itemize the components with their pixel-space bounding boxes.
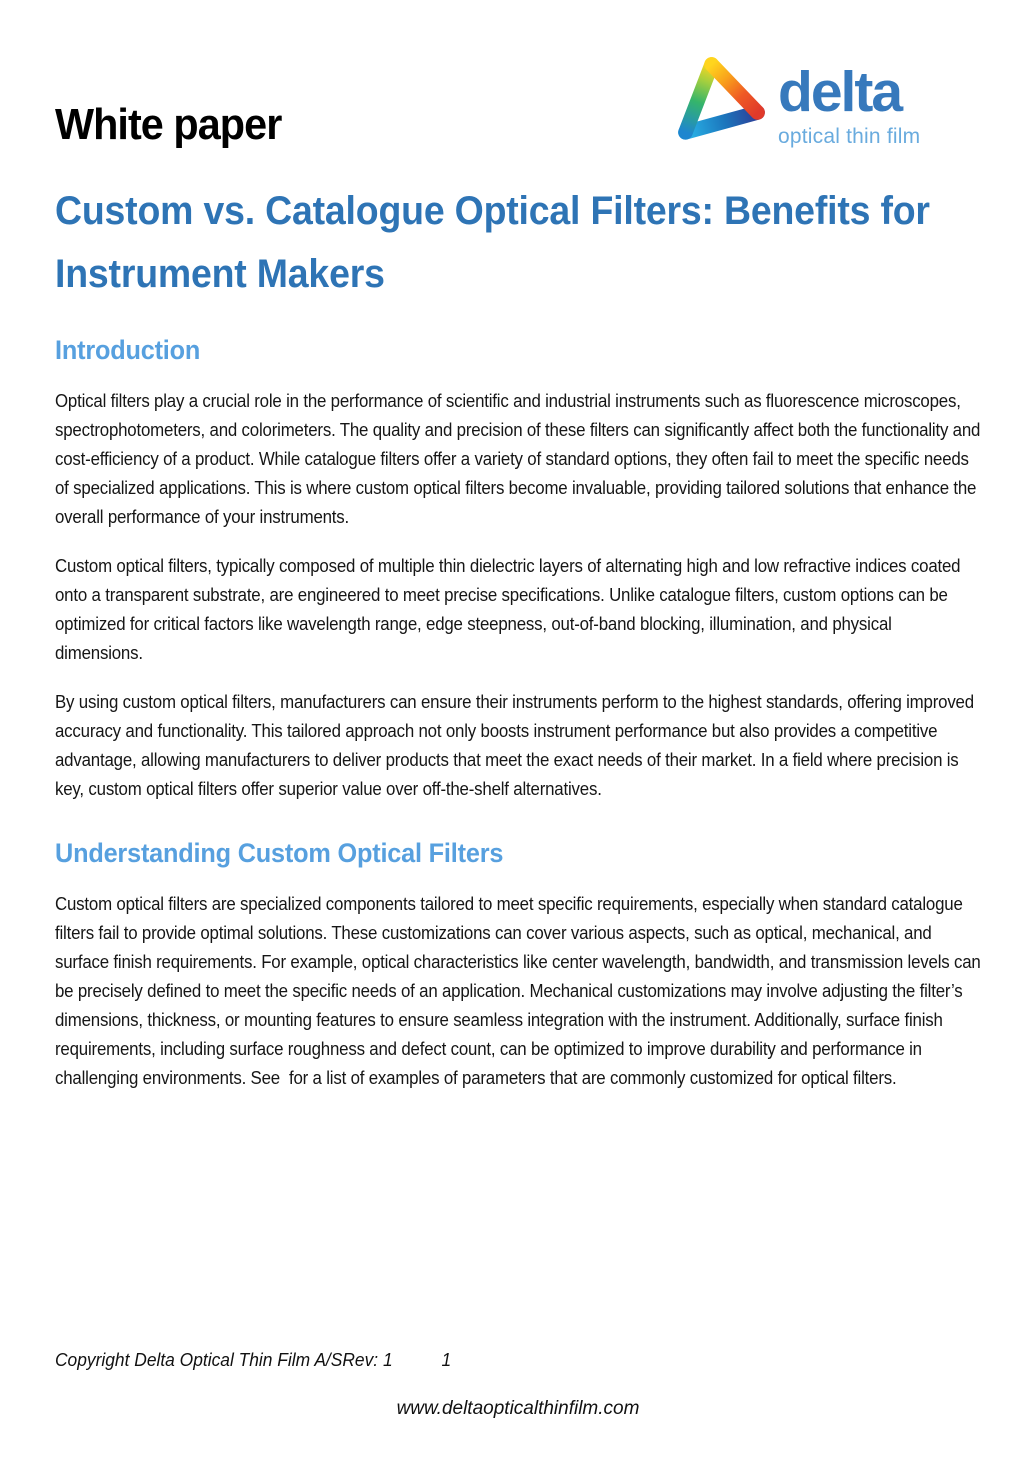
delta-triangle-icon <box>674 52 768 150</box>
section-heading-understanding-custom-optical-filters: Understanding Custom Optical Filters <box>55 838 504 868</box>
page-footer <box>55 1349 451 1371</box>
footer-page-number: 1 <box>441 1349 452 1370</box>
body-paragraph: Custom optical filters are specialized components tailored to meet specific requirements, especially when standard catalogue filters fail to provide optimal solutions. These customizations can cover various aspects, such as optical, mechanical, and surface finish requirements. For example, optical characteristics like center wavelength, bandwidth, and transmission levels can be precisely defined to meet the specific needs of an application. Mechanical customizations may involve adjusting the filter’s dimensions, thickness, or mounting features to ensure seamless integration with the instrument. Additionally, surface finish requirements, including surface roughness and defect count, can be optimized to improve durability and performance in challenging environments. See for a list of examples of parameters that are commonly customized for optical filters. <box>55 894 981 1088</box>
brand-tagline: optical thin film <box>778 125 921 148</box>
delta-logo <box>674 52 920 150</box>
document-body <box>55 333 982 1113</box>
footer-website-row <box>0 1398 1036 1420</box>
body-paragraph: By using custom optical filters, manufacturers can ensure their instruments perform to the highest standards, offering improved accuracy and functionality. This tailored approach not only boosts instrument performance but also provides a competitive advantage, allowing manufacturers to deliver products that meet the exact needs of their market. In a field where precision is key, custom optical filters offer superior value over off-the-shelf alternatives. <box>55 692 974 799</box>
document-title: Custom vs. Catalogue Optical Filters: Benefits for Instrument Makers <box>55 189 930 296</box>
body-paragraph: Optical filters play a crucial role in the performance of scientific and industrial instruments such as fluorescence microscopes, spectrophotometers, and colorimeters. The quality and precision of these filters can significantly affect both the functionality and cost-efficiency of a product. While catalogue filters offer a variety of standard options, they often fail to meet the specific needs of specialized applications. This is where custom optical filters become invaluable, providing tailored solutions that enhance the overall performance of your instruments. <box>55 391 981 527</box>
section-heading-introduction: Introduction <box>55 335 201 365</box>
doc-type-label: White paper <box>55 100 282 149</box>
body-paragraph: Custom optical filters, typically composed of multiple thin dielectric layers of alternating high and low refractive indices coated onto a transparent substrate, are engineered to meet precise specifications. Unlike catalogue filters, custom options can be optimized for critical factors like wavelength range, edge steepness, out-of-band blocking, illumination, and physical dimensions. <box>55 556 961 663</box>
brand-name: delta <box>778 60 902 124</box>
delta-logo-text <box>778 60 921 149</box>
footer-website-link[interactable]: www.deltaopticalthinfilm.com <box>396 1398 640 1419</box>
footer-copyright: Copyright Delta Optical Thin Film A/SRev: 1 <box>55 1349 393 1370</box>
